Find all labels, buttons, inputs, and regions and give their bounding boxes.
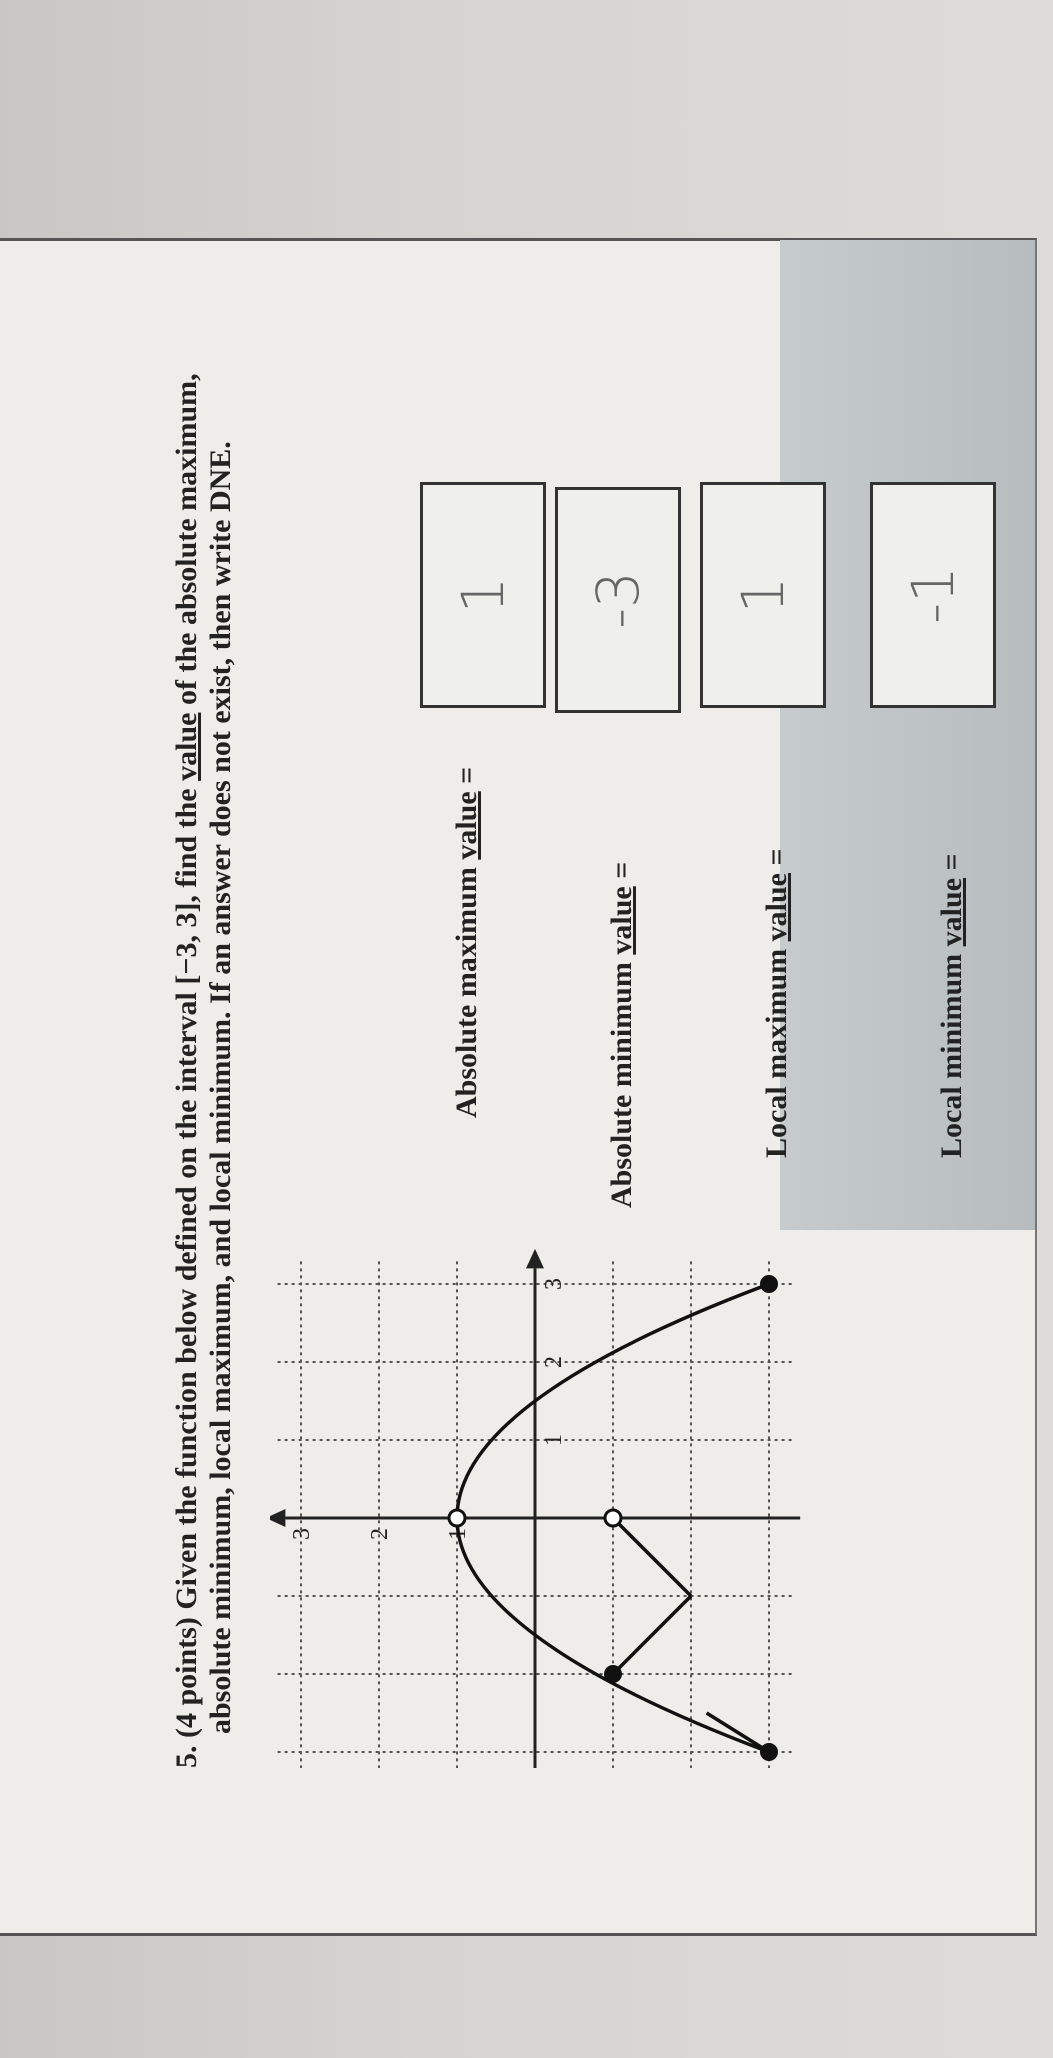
question-text: 5. (4 points) Given the function below defined on the interval [−3, 3], find the value of the absolute maximum, absolute minimum, local maximum, and local minimum. If an answer does not exist, then write DNE.: [170, 268, 238, 1768]
abs-min-answer-box[interactable]: [555, 487, 681, 713]
local-min-answer-box[interactable]: [870, 482, 996, 708]
local-max-answer: 1: [729, 576, 797, 614]
abs-max-label: Absolute maximum value =: [450, 766, 483, 1118]
function-graph: [270, 1168, 830, 1768]
closed-point: [760, 1743, 778, 1761]
abs-max-answer-box[interactable]: [420, 482, 546, 708]
question-line-2: absolute minimum, local maximum, and local minimum. If an answer does not exist, then write DNE.: [204, 441, 237, 1734]
y-tick-label: 1: [445, 1528, 471, 1540]
abs-max-answer: 1: [449, 576, 517, 614]
x-tick-label: 2: [541, 1356, 567, 1368]
line-segment: [613, 1518, 691, 1596]
x-tick-label: 1: [541, 1434, 567, 1446]
y-tick-label: 3: [289, 1528, 315, 1540]
y-tick-label: 2: [367, 1528, 393, 1540]
local-min-label: Local minimum value =: [935, 853, 968, 1158]
local-max-answer-box[interactable]: [700, 482, 826, 708]
axes: [270, 1249, 800, 1768]
abs-min-label: Absolute minimum value =: [605, 861, 638, 1208]
local-max-label: Local maximum value =: [760, 848, 793, 1158]
closed-point: [760, 1275, 778, 1293]
x-axis-arrow: [526, 1249, 544, 1269]
closed-point: [604, 1665, 622, 1683]
open-point: [605, 1510, 621, 1526]
y-axis-arrow: [270, 1509, 285, 1527]
local-min-answer: -1: [899, 566, 967, 624]
abs-min-answer: -3: [584, 571, 652, 629]
open-point: [449, 1510, 465, 1526]
line-segment: [613, 1596, 691, 1674]
x-tick-label: 3: [541, 1278, 567, 1290]
